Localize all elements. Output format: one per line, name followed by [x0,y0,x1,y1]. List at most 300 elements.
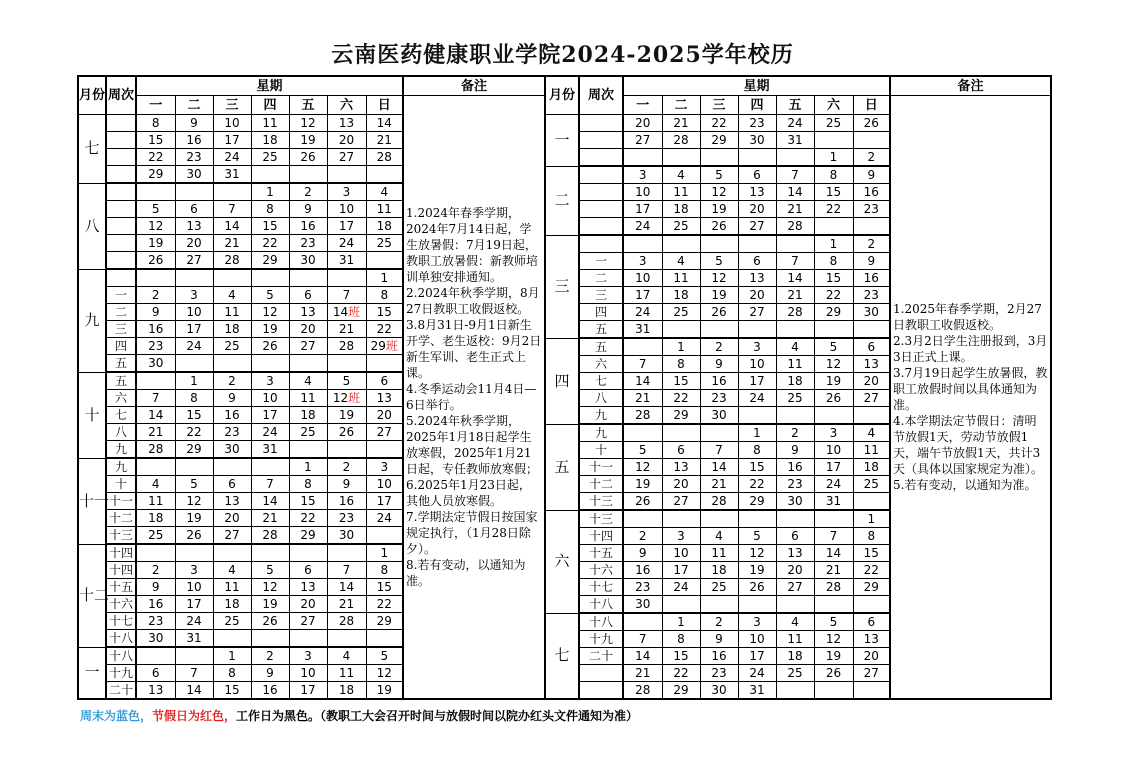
day-cell: 12 [136,218,175,235]
day-cell: 31 [213,166,251,184]
day-cell: 31 [814,493,853,511]
day-cell [738,235,776,253]
day-cell: 2 [700,338,738,356]
day-cell: 4 [700,528,738,545]
day-cell: 26 [623,493,662,511]
legend-holiday: 节假日为红色， [152,709,237,723]
day-cell: 22 [814,287,853,304]
week-number: 十二 [106,510,136,527]
week-number: 六 [579,356,623,373]
day-cell: 12 [175,493,213,510]
day-cell: 18 [853,459,890,476]
month-label: 十二 [78,544,106,647]
day-cell: 18 [213,321,251,338]
day-cell: 31 [776,132,814,149]
day-cell: 3 [175,562,213,579]
day-cell [853,321,890,339]
weekday-5: 五 [776,96,814,115]
week-number [106,201,136,218]
day-cell: 22 [289,510,327,527]
week-number: 十九 [106,665,136,682]
day-cell: 8 [814,253,853,270]
day-cell [136,544,175,562]
week-number: 十八 [106,630,136,648]
week-number [579,115,623,132]
month-header: 月份 [545,76,579,115]
day-cell: 5 [700,253,738,270]
day-cell: 28 [251,527,289,545]
day-cell [853,493,890,511]
month-label: 一 [545,115,579,167]
week-number: 十五 [106,579,136,596]
day-cell: 8 [136,115,175,132]
day-cell: 25 [662,304,700,321]
day-cell [327,355,366,373]
day-cell: 13 [289,579,327,596]
week-number: 十八 [579,613,623,631]
day-cell: 5 [366,647,403,665]
day-cell: 29 [366,613,403,630]
day-cell: 20 [853,373,890,390]
day-cell: 30 [289,252,327,270]
day-cell [776,321,814,339]
day-cell: 21 [136,424,175,441]
day-cell: 15 [814,270,853,287]
weekday-header: 星期 [623,76,890,96]
day-cell: 20 [853,648,890,665]
day-cell: 4 [136,476,175,493]
day-cell: 29 [136,166,175,184]
weekday-7: 日 [853,96,890,115]
week-number [579,166,623,184]
week-number [579,149,623,167]
week-number: 七 [579,373,623,390]
week-number: 四 [579,304,623,321]
day-cell: 22 [366,321,403,338]
week-number [106,235,136,252]
day-cell: 17 [366,493,403,510]
day-cell: 20 [738,287,776,304]
day-cell: 8 [366,287,403,304]
day-cell: 15 [814,184,853,201]
day-cell: 9 [289,201,327,218]
day-cell: 5 [251,287,289,304]
day-cell: 14 [776,184,814,201]
day-cell: 24 [738,390,776,407]
day-cell [738,149,776,167]
weekday-3: 三 [700,96,738,115]
day-cell: 23 [213,424,251,441]
day-cell: 14 [327,579,366,596]
day-cell: 22 [251,235,289,252]
day-cell: 24 [327,235,366,252]
day-cell: 12 [814,356,853,373]
day-cell: 9 [251,665,289,682]
week-number: 四 [106,338,136,355]
day-cell: 26 [700,304,738,321]
month-label: 七 [545,613,579,699]
day-cell: 18 [327,682,366,700]
day-cell: 27 [738,304,776,321]
week-number: 十五 [579,545,623,562]
day-cell: 26 [700,218,738,236]
week-number [106,132,136,149]
day-cell: 28 [814,579,853,596]
day-cell: 20 [289,321,327,338]
day-cell: 27 [738,218,776,236]
day-cell: 15 [213,682,251,700]
week-number: 十 [106,476,136,493]
day-cell: 30 [623,596,662,614]
day-cell [738,407,776,425]
day-cell [776,596,814,614]
day-cell: 23 [700,665,738,682]
day-cell: 25 [776,665,814,682]
day-cell: 20 [623,115,662,132]
week-number [106,183,136,201]
day-cell: 26 [814,665,853,682]
day-cell: 13 [327,115,366,132]
day-cell: 13 [738,184,776,201]
day-cell: 29 [251,252,289,270]
week-number: 九 [106,441,136,459]
day-cell: 28 [623,682,662,700]
day-cell [738,596,776,614]
day-cell: 3 [175,287,213,304]
day-cell [776,510,814,528]
legend-footer [80,707,638,724]
day-cell: 27 [853,665,890,682]
week-number [106,115,136,132]
day-cell: 12 [738,545,776,562]
day-cell [175,269,213,287]
day-cell: 24 [738,665,776,682]
day-cell: 25 [662,218,700,236]
day-cell: 10 [738,631,776,648]
day-cell: 8 [213,665,251,682]
day-cell [700,235,738,253]
day-cell: 30 [700,682,738,700]
day-cell: 2 [136,562,175,579]
day-cell: 16 [289,218,327,235]
day-cell: 27 [289,613,327,630]
week-number: 二十 [579,648,623,665]
day-cell: 31 [251,441,289,459]
day-cell: 18 [289,407,327,424]
day-cell: 16 [623,562,662,579]
day-cell [853,218,890,236]
day-cell: 28 [213,252,251,270]
day-cell: 14 [776,270,814,287]
day-cell: 13 [776,545,814,562]
day-cell: 24 [251,424,289,441]
day-cell [662,235,700,253]
day-cell [327,441,366,459]
day-cell: 12 [251,304,289,321]
day-cell: 5 [175,476,213,493]
day-cell: 19 [175,510,213,527]
day-cell [814,132,853,149]
day-cell [251,269,289,287]
day-cell [814,218,853,236]
day-cell: 30 [213,441,251,459]
day-cell: 7 [700,442,738,459]
day-cell [814,682,853,700]
day-cell: 4 [853,424,890,442]
day-cell: 26 [327,424,366,441]
day-cell [175,458,213,476]
day-cell [623,613,662,631]
day-cell: 16 [853,184,890,201]
day-cell: 5 [814,613,853,631]
notes-cell: 1.2024年春季学期，2024年7月14日起，学生放暑假：7月19日起，教职工放暑假：新教师培训单独安排通知。 2.2024年秋季学期，8月27日教职工收假返校。 3.8月31日-9月1日新生开学、老生返校：9月2日新生军训、老生正式上课。 4.冬季运动会11月4日—6日举行。 5.2024年秋季学期，2025年1月18日起学生放寒假，2025年1月21日起，专任教师放寒假； 6.2025年1月23日起，其他人员放寒假。 7.学期法定节假日按国家规定执行，（1月28日除夕）。 8.若有变动，以通知为准。 [403,96,545,700]
weekday-6: 六 [327,96,366,115]
day-cell: 27 [623,132,662,149]
day-cell: 14 [700,459,738,476]
day-cell: 15 [289,493,327,510]
day-cell: 24 [662,579,700,596]
day-cell: 7 [776,166,814,184]
day-cell [814,321,853,339]
day-cell: 20 [289,596,327,613]
day-cell: 14 [814,545,853,562]
day-cell: 22 [366,596,403,613]
month-label: 一 [78,647,106,699]
day-cell: 5 [738,528,776,545]
day-cell: 7 [776,253,814,270]
day-cell: 8 [853,528,890,545]
day-cell: 8 [175,390,213,407]
day-cell: 18 [776,373,814,390]
day-cell: 20 [776,562,814,579]
day-cell: 17 [327,218,366,235]
day-cell: 21 [251,510,289,527]
legend-weekend: 周末为蓝色， [80,709,153,723]
day-cell: 17 [623,287,662,304]
day-cell: 9 [700,631,738,648]
day-cell: 7 [251,476,289,493]
day-cell: 22 [853,562,890,579]
day-cell: 16 [136,321,175,338]
day-cell: 9 [700,356,738,373]
day-cell: 31 [623,321,662,339]
day-cell: 4 [776,338,814,356]
week-number: 五 [579,321,623,339]
day-cell: 11 [700,545,738,562]
day-cell: 3 [623,166,662,184]
week-number: 十四 [106,544,136,562]
week-number: 二 [579,270,623,287]
day-cell: 21 [623,390,662,407]
day-cell: 21 [327,596,366,613]
week-number: 十九 [579,631,623,648]
week-number: 九 [579,407,623,425]
day-cell: 7 [175,665,213,682]
day-cell: 30 [327,527,366,545]
day-cell: 23 [289,235,327,252]
day-cell: 14 [366,115,403,132]
day-cell: 8 [814,166,853,184]
day-cell: 27 [327,149,366,166]
day-cell: 6 [289,562,327,579]
day-cell: 7 [623,356,662,373]
day-cell [175,183,213,201]
day-cell: 4 [327,647,366,665]
day-cell: 16 [853,270,890,287]
day-cell: 7 [327,562,366,579]
day-cell: 9 [853,166,890,184]
month-label: 十一 [78,458,106,544]
day-cell [853,682,890,700]
day-cell [366,527,403,545]
day-cell: 6 [213,476,251,493]
day-cell: 5 [814,338,853,356]
week-number: 十一 [579,459,623,476]
day-cell: 9 [776,442,814,459]
day-cell: 18 [136,510,175,527]
day-cell: 1 [175,372,213,390]
day-cell: 15 [853,545,890,562]
day-cell: 5 [623,442,662,459]
day-cell [251,355,289,373]
day-cell: 27 [289,338,327,355]
day-cell: 25 [251,149,289,166]
day-cell: 4 [662,253,700,270]
week-number: 十三 [106,527,136,545]
day-cell: 19 [366,682,403,700]
day-cell: 20 [327,132,366,149]
day-cell: 19 [136,235,175,252]
day-cell [776,682,814,700]
day-cell: 10 [213,115,251,132]
day-cell [623,338,662,356]
day-cell: 11 [213,304,251,321]
day-cell: 11 [776,631,814,648]
day-cell: 20 [366,407,403,424]
day-cell: 22 [136,149,175,166]
day-cell [366,630,403,648]
day-cell: 8 [251,201,289,218]
day-cell: 21 [327,321,366,338]
day-cell [700,596,738,614]
day-cell: 1 [814,235,853,253]
day-cell: 13 [366,390,403,407]
day-cell: 10 [366,476,403,493]
day-cell: 18 [776,648,814,665]
day-cell: 4 [662,166,700,184]
day-cell: 5 [327,372,366,390]
day-cell: 22 [662,665,700,682]
day-cell: 16 [327,493,366,510]
day-cell [814,596,853,614]
day-cell: 12 [289,115,327,132]
day-cell: 15 [175,407,213,424]
day-cell [814,510,853,528]
day-cell: 10 [662,545,700,562]
day-cell: 28 [136,441,175,459]
day-cell: 15 [251,218,289,235]
day-cell: 10 [251,390,289,407]
day-cell: 12 [366,665,403,682]
day-cell [213,630,251,648]
day-cell [853,596,890,614]
day-cell: 17 [623,201,662,218]
weekday-7: 日 [366,96,403,115]
day-cell: 31 [175,630,213,648]
day-cell: 23 [327,510,366,527]
day-cell: 27 [213,527,251,545]
day-cell: 23 [853,201,890,218]
day-cell: 4 [289,372,327,390]
day-cell: 22 [175,424,213,441]
day-cell: 23 [776,476,814,493]
day-cell [213,269,251,287]
day-cell: 10 [623,270,662,287]
day-cell: 26 [853,115,890,132]
day-cell: 25 [814,115,853,132]
week-number [579,665,623,682]
day-cell: 2 [776,424,814,442]
day-cell: 6 [853,338,890,356]
day-cell [327,544,366,562]
day-cell: 16 [136,596,175,613]
day-cell: 29 [289,527,327,545]
calendar-table-fall [77,75,546,700]
week-number [106,166,136,184]
day-cell: 6 [776,528,814,545]
day-cell: 25 [776,390,814,407]
day-cell: 11 [366,201,403,218]
week-number [579,132,623,149]
day-cell: 21 [366,132,403,149]
day-cell: 30 [776,493,814,511]
week-number: 九 [579,424,623,442]
day-cell: 1 [814,149,853,167]
day-cell: 14 [251,493,289,510]
day-cell [289,355,327,373]
week-number: 十六 [106,596,136,613]
day-cell: 11 [327,665,366,682]
day-cell: 10 [289,665,327,682]
day-cell: 3 [738,338,776,356]
week-number: 六 [106,390,136,407]
month-label: 三 [545,235,579,338]
day-cell: 3 [251,372,289,390]
day-cell: 18 [662,201,700,218]
day-cell: 28 [327,613,366,630]
week-number: 九 [106,458,136,476]
weekday-2: 二 [662,96,700,115]
weekday-3: 三 [213,96,251,115]
day-cell [662,149,700,167]
day-cell: 17 [738,373,776,390]
day-cell: 31 [738,682,776,700]
day-cell: 29 [738,493,776,511]
day-cell: 23 [623,579,662,596]
day-cell: 15 [738,459,776,476]
day-cell [213,183,251,201]
day-cell: 29班 [366,338,403,355]
week-number: 十二 [579,476,623,493]
day-cell: 3 [738,613,776,631]
day-cell: 2 [251,647,289,665]
day-cell: 1 [366,544,403,562]
weekday-6: 六 [814,96,853,115]
day-cell [738,321,776,339]
week-number: 五 [106,372,136,390]
day-cell [662,510,700,528]
weekday-1: 一 [136,96,175,115]
